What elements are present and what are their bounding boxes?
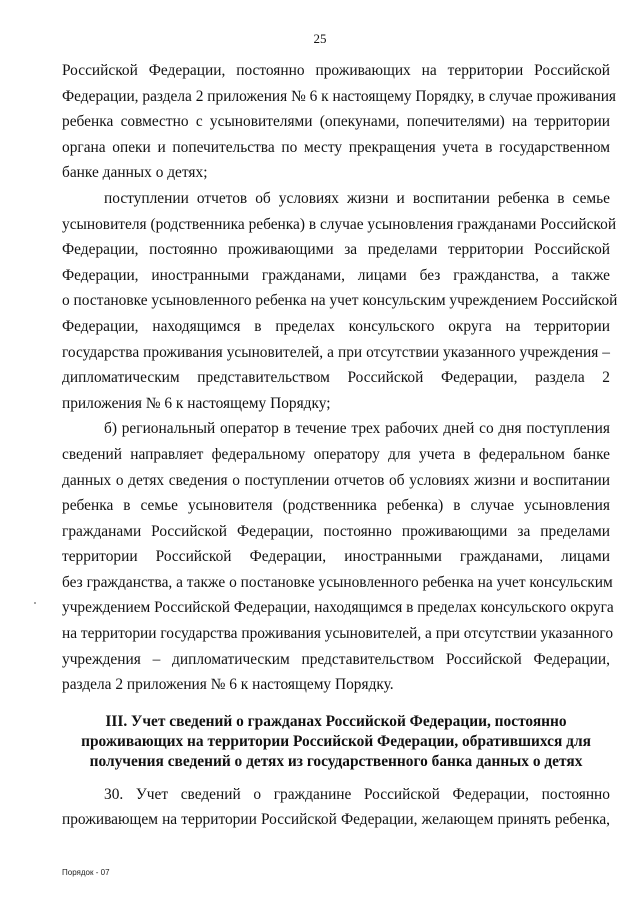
text-line: учреждения – дипломатическим представительством Российской Федерации, [62, 650, 610, 668]
text-line: территории Российской Федерации, иностранными гражданами, лицами [62, 548, 610, 566]
text-line: Федерации, постоянно проживающими за пределами территории Российской [62, 241, 610, 259]
section-heading [62, 712, 610, 772]
text-line: без гражданства, а также о постановке усыновленного ребенка на учет консульским [62, 573, 613, 591]
text-line: б) региональный оператор в течение трех рабочих дней со дня поступления [104, 420, 610, 438]
text-line: поступлении отчетов об условиях жизни и воспитании ребенка в семье [104, 189, 610, 207]
text-line: ребенка совместно с усыновителями (опекунами, попечителями) на территории [62, 113, 610, 131]
heading-line: III. Учет сведений о гражданах Российской Федерации, постоянно [105, 712, 567, 730]
document-body [62, 58, 618, 833]
text-line: Российской Федерации, постоянно проживающих на территории Российской [62, 62, 610, 79]
text-line: приложения № 6 к настоящему Порядку; [62, 394, 331, 412]
text-line: о постановке усыновленного ребенка на учет консульским учреждением Российской [62, 292, 618, 310]
page-number: 25 [313, 31, 327, 46]
text-line: банке данных о детях; [62, 164, 208, 182]
text-line: данных о детях сведения о поступлении отчетов об условиях жизни и воспитании [62, 471, 610, 489]
paragraph-30 [62, 782, 610, 833]
heading-line: получения сведений о детях из государственного банка данных о детях [89, 752, 583, 770]
text-line: органа опеки и попечительства по месту прекращения учета в государственном [62, 138, 610, 156]
text-line: 30. Учет сведений о гражданине Российской Федерации, постоянно [104, 785, 610, 803]
text-line: ребенка в семье усыновителя (родственника ребенка) в случае усыновления [62, 497, 610, 515]
paragraph-3 [62, 416, 614, 698]
paragraph-2 [62, 186, 618, 416]
text-line: усыновителя (родственника ребенка) в случае усыновления гражданами Российской [62, 215, 617, 233]
scan-speck [34, 602, 36, 604]
paragraph-1 [62, 58, 617, 186]
heading-line: проживающих на территории Российской Федерации, обратившихся для [81, 732, 591, 750]
text-line: Федерации, раздела 2 приложения № 6 к настоящему Порядку, в случае проживания [62, 87, 617, 105]
text-line: на территории государства проживания усыновителей, а при отсутствии указанного [62, 625, 614, 643]
text-line: учреждением Российской Федерации, находящимся в пределах консульского округа [62, 599, 614, 617]
text-line: гражданами Российской Федерации, постоянно проживающими за пределами [62, 522, 610, 540]
text-line: проживающем на территории Российской Федерации, желающем принять ребенка, [62, 811, 610, 829]
text-line: Федерации, находящимся в пределах консульского округа на территории [62, 317, 610, 335]
footer-label: Порядок - 07 [62, 868, 110, 877]
text-line: Федерации, иностранными гражданами, лицами без гражданства, а также [62, 266, 610, 284]
text-line: государства проживания усыновителей, а при отсутствии указанного учреждения – [62, 343, 610, 361]
text-line: сведений направляет федеральному оператору для учета в федеральном банке [62, 445, 610, 463]
text-line: раздела 2 приложения № 6 к настоящему Порядку. [62, 676, 394, 694]
text-line: дипломатическим представительством Российской Федерации, раздела 2 [62, 369, 610, 387]
